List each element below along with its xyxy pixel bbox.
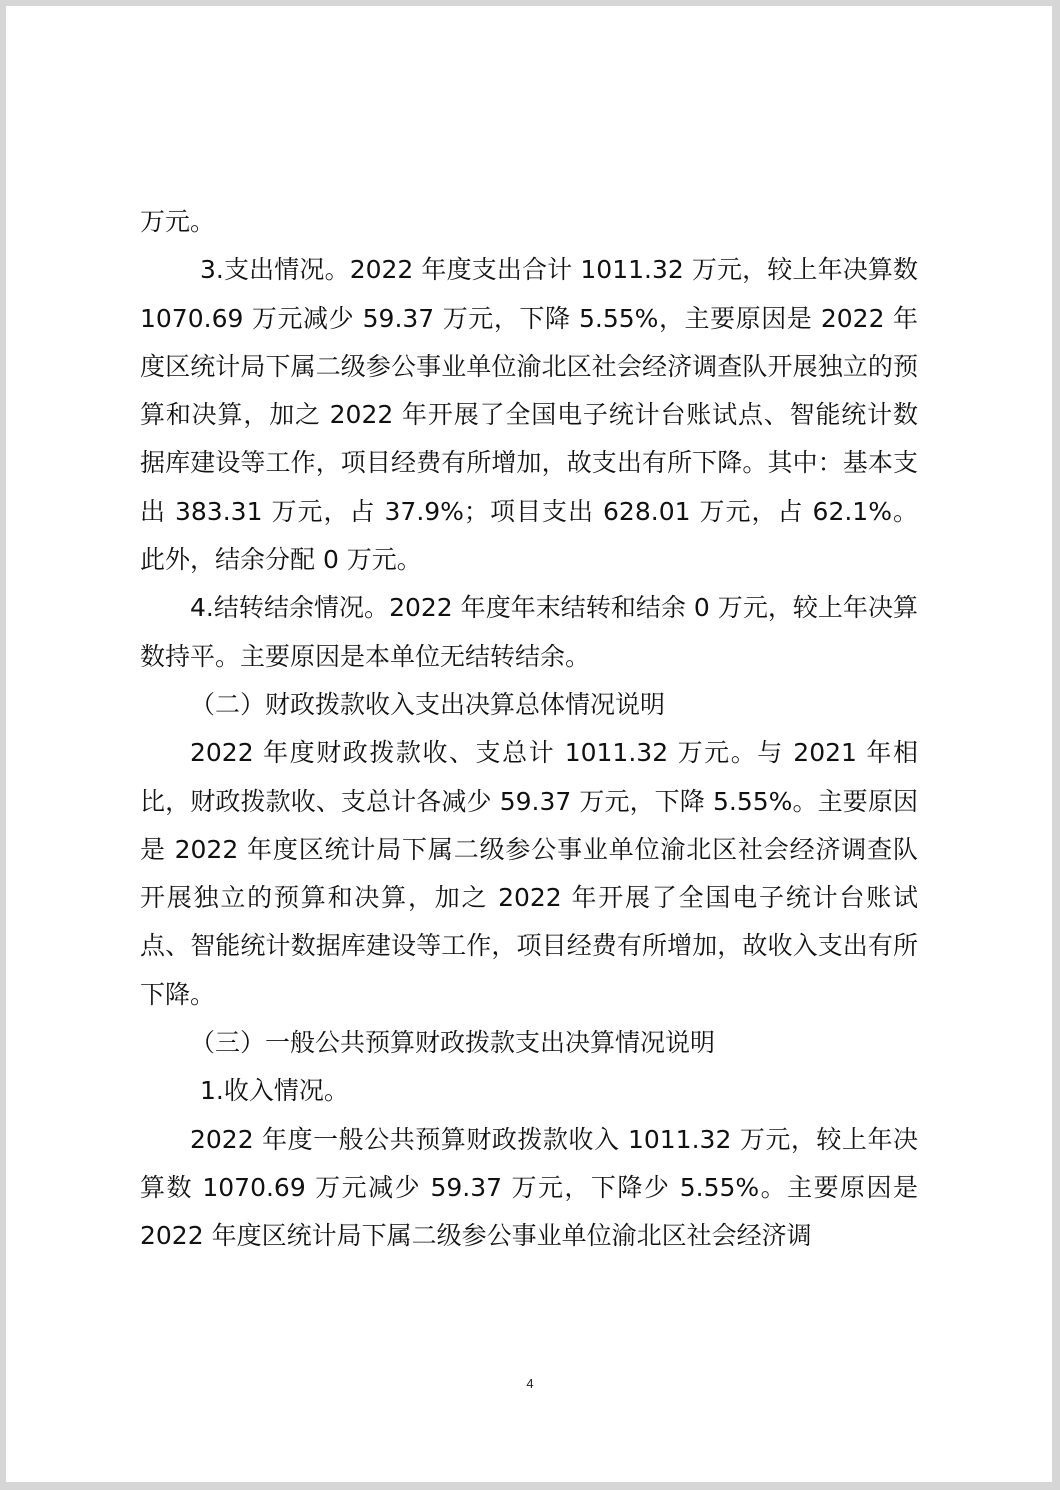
- heading-general-budget: （三）一般公共预算财政拨款支出决算情况说明: [190, 1028, 716, 1058]
- paragraph-income-title: 1.收入情况。: [200, 1076, 349, 1106]
- paragraph-expenditure: 3.支出情况。2022 年度支出合计 1011.32 万元，较上年决算数 1070.69 万元减少 59.37 万元，下降 5.55%，主要原因是 2022 年度区统计局下属二级参公事业单位渝北区社会经济调查队开展独立的预算和决算，加之 2022 年开展了全国电子统计台账试点、智能统计数据库建设等工作，项目经费有所增加，故支出有所下降。其中：基本支出 383.31 万元，占 37.9%；项目支出 628.01 万元，占 62.1%。此外，结余分配 0 万元。: [140, 255, 918, 575]
- paragraph-income: 2022 年度一般公共预算财政拨款收入 1011.32 万元，较上年决算数 1070.69 万元减少 59.37 万元，下降少 5.55%。主要原因是 2022 年度区统计局下属二级参公事业单位渝北区社会经济调: [140, 1124, 918, 1251]
- paragraph-continuation: 万元。: [140, 207, 216, 236]
- paragraph-fiscal-overall: 2022 年度财政拨款收、支总计 1011.32 万元。与 2021 年相比，财政拨款收、支总计各减少 59.37 万元，下降 5.55%。主要原因是 2022 年度区统计局下属二级参公事业单位渝北区社会经济调查队开展独立的预算和决算，加之 2022 年开展了全国电子统计台账试点、智能统计数据库建设等工作，项目经费有所增加，故收入支出有所下降。: [140, 738, 918, 1009]
- document-body: [140, 198, 918, 1261]
- page-number: 4: [526, 1376, 534, 1391]
- heading-fiscal-overall: （二）财政拨款收入支出决算总体情况说明: [190, 689, 666, 719]
- paragraph-carryover: 4.结转结余情况。2022 年度年末结转和结余 0 万元，较上年决算数持平。主要原因是本单位无结转结余。: [140, 593, 918, 671]
